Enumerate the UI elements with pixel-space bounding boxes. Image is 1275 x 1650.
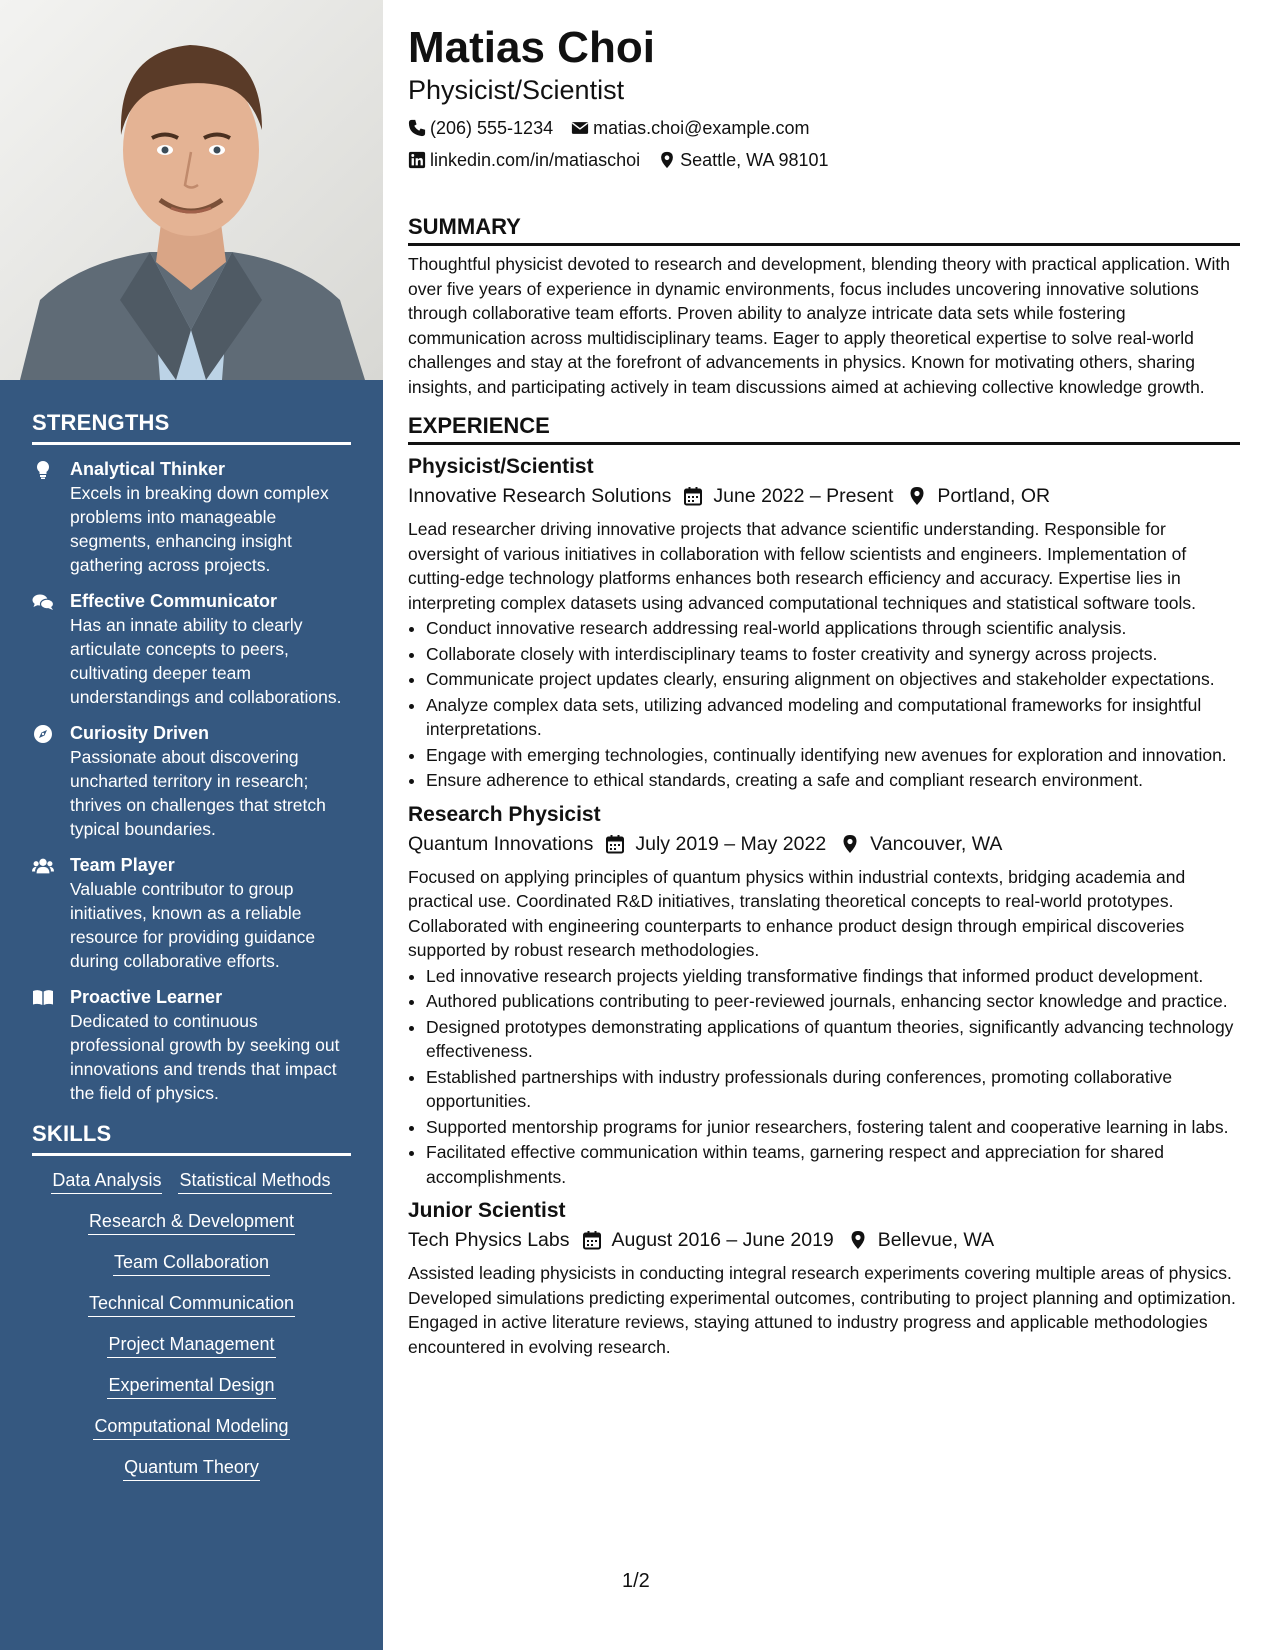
person-name: Matias Choi	[408, 23, 655, 72]
skill-tag: Team Collaboration	[113, 1250, 270, 1276]
map-pin-icon	[848, 1230, 868, 1250]
contact-row	[408, 112, 1240, 144]
linkedin-contact[interactable]	[408, 144, 640, 176]
phone-contact	[408, 112, 553, 144]
job-title: Physicist/Scientist	[408, 455, 594, 478]
job-meta	[408, 1225, 1240, 1255]
list-item: • Led innovative research projects yielding transformative findings that informed product development.	[426, 964, 1240, 989]
person-role: Physicist/Scientist	[408, 75, 625, 105]
skill-tag: Data Analysis	[51, 1168, 162, 1194]
job-description: Focused on applying principles of quantum physics within industrial contexts, bridging academia and practical use. Coordinated R&D initiatives, translating theoretical concepts to real-world prototypes. Collaborated with engineering counterparts to enhance product design through empirical discoveries supported by robust research methodologies.	[408, 866, 1186, 960]
experience-heading: EXPERIENCE	[408, 413, 1240, 445]
skill-tag: Experimental Design	[107, 1373, 275, 1399]
skill-tag: Technical Communication	[88, 1291, 295, 1317]
email-link[interactable]: matias.choi@example.com	[593, 118, 810, 138]
strength-item	[32, 721, 351, 841]
list-item: • Established partnerships with industry professionals during conferences, promoting collaborative opportunities.	[426, 1065, 1240, 1114]
strength-description: Valuable contributor to group initiatives, known as a reliable resource for providing guidance during collaborative efforts.	[70, 879, 316, 971]
job-meta	[408, 481, 1240, 511]
skill-tag: Project Management	[107, 1332, 275, 1358]
list-item: • Facilitated effective communication within teams, garnering respect and appreciation for shared accomplishments.	[426, 1140, 1240, 1189]
job-dates: July 2019 – May 2022	[635, 832, 827, 855]
list-item: • Authored publications contributing to peer-reviewed journals, enhancing sector knowledge and practice.	[426, 989, 1240, 1014]
company-name: Tech Physics Labs	[408, 1229, 570, 1251]
book-icon	[32, 985, 70, 1105]
map-pin-icon	[907, 486, 927, 506]
skills-list	[32, 1168, 351, 1481]
job-dates: June 2022 – Present	[713, 485, 894, 507]
portrait-image	[0, 0, 383, 380]
list-item: • Designed prototypes demonstrating applications of quantum theories, significantly advancing technology effectiveness.	[426, 1015, 1240, 1064]
skill-tag: Statistical Methods	[178, 1168, 331, 1194]
job-location: Portland, OR	[937, 485, 1051, 507]
job-description: Assisted leading physicists in conducting integral research experiments covering multiple areas of physics. Developed simulations predicting experimental outcomes, contributing to project planning and optimization. Engaged in active literature reviews, staying attuned to industry progress and applicable methodologies encountered in evolving research.	[408, 1263, 1236, 1357]
calendar-icon	[582, 1230, 602, 1250]
contact-row	[408, 144, 1240, 176]
users-icon	[32, 853, 70, 973]
location-contact	[658, 144, 828, 176]
strength-title: Curiosity Driven	[70, 723, 210, 743]
job-entry	[408, 1197, 1240, 1359]
job-title: Junior Scientist	[408, 1199, 566, 1222]
calendar-icon	[683, 486, 703, 506]
strength-description: Excels in breaking down complex problems into manageable segments, enhancing insight gathering across projects.	[70, 483, 329, 575]
sidebar	[0, 0, 383, 1650]
strength-item	[32, 457, 351, 577]
list-item: • Engage with emerging technologies, continually identifying new avenues for exploration and innovation.	[426, 743, 1240, 768]
list-item: • Communicate project updates clearly, ensuring alignment on objectives and stakeholder expectations.	[426, 667, 1240, 692]
phone-icon	[408, 119, 426, 137]
skill-tag: Research & Development	[88, 1209, 295, 1235]
job-bullets	[408, 964, 1240, 1190]
compass-icon	[32, 721, 70, 841]
job-location: Bellevue, WA	[877, 1229, 995, 1251]
calendar-icon	[605, 834, 625, 854]
map-pin-icon	[658, 151, 676, 169]
page-number: 1/2	[622, 1570, 650, 1592]
linkedin-icon	[408, 151, 426, 169]
summary-text: Thoughtful physicist devoted to research and development, blending theory with practical application. With over five years of experience in dynamic environments, focus includes uncovering innovative solutions through collaborative team efforts. Proven ability to analyze intricate data sets while fostering communication across multidisciplinary teams. Eager to apply theoretical expertise to solve real-world challenges and stay at the forefront of advancements in physics. Known for motivating others, sharing insights, and participating actively in team discussions aimed at achieving collective knowledge growth.	[408, 254, 1230, 397]
skills-heading: SKILLS	[32, 1121, 351, 1156]
job-bullets	[408, 616, 1240, 793]
comments-icon	[32, 589, 70, 709]
strength-description: Dedicated to continuous professional growth by seeking out innovations and trends that impact the field of physics.	[70, 1011, 340, 1103]
location-text: Seattle, WA 98101	[680, 150, 829, 170]
job-entry	[408, 801, 1240, 1190]
job-meta	[408, 829, 1240, 859]
job-description: Lead researcher driving innovative projects that advance scientific understanding. Responsible for oversight of various initiatives in collaboration with fellow scientists and engineers. Implementation of cutting-edge technology platforms enhances both research efficiency and accuracy. Expertise lies in interpreting complex datasets using advanced computational techniques and statistical software tools.	[408, 519, 1196, 613]
map-pin-icon	[840, 834, 860, 854]
profile-photo	[0, 0, 383, 380]
strength-title: Team Player	[70, 855, 175, 875]
strength-title: Analytical Thinker	[70, 459, 226, 479]
strength-title: Effective Communicator	[70, 591, 278, 611]
company-name: Innovative Research Solutions	[408, 485, 672, 507]
main-content	[408, 22, 1240, 1359]
linkedin-link[interactable]: linkedin.com/in/matiaschoi	[430, 150, 641, 170]
envelope-icon	[571, 119, 589, 137]
lightbulb-icon	[32, 457, 70, 577]
job-entry	[408, 453, 1240, 793]
list-item: • Ensure adherence to ethical standards, creating a safe and compliant research environment.	[426, 768, 1240, 793]
skill-tag: Computational Modeling	[93, 1414, 289, 1440]
job-location: Vancouver, WA	[870, 832, 1003, 855]
strength-title: Proactive Learner	[70, 987, 223, 1007]
email-contact[interactable]	[571, 112, 809, 144]
list-item: • Collaborate closely with interdisciplinary teams to foster creativity and synergy across projects.	[426, 642, 1240, 667]
strengths-heading: STRENGTHS	[32, 410, 351, 445]
strength-item	[32, 985, 351, 1105]
strength-description: Has an innate ability to clearly articulate concepts to peers, cultivating deeper team understandings and collaborations.	[70, 615, 342, 707]
company-name: Quantum Innovations	[408, 832, 594, 855]
job-title: Research Physicist	[408, 802, 601, 826]
phone-text: (206) 555-1234	[430, 118, 554, 138]
strength-item	[32, 589, 351, 709]
job-dates: August 2016 – June 2019	[611, 1229, 834, 1251]
list-item: • Analyze complex data sets, utilizing advanced modeling and computational frameworks for insightful interpretations.	[426, 693, 1240, 742]
skill-tag: Quantum Theory	[123, 1455, 260, 1481]
strength-description: Passionate about discovering uncharted territory in research; thrives on challenges that stretch typical boundaries.	[70, 747, 326, 839]
strength-item	[32, 853, 351, 973]
list-item: • Conduct innovative research addressing real-world applications through scientific analysis.	[426, 616, 1240, 641]
list-item: • Supported mentorship programs for junior researchers, fostering talent and cooperative learning in labs.	[426, 1115, 1240, 1140]
summary-heading: SUMMARY	[408, 214, 1240, 246]
